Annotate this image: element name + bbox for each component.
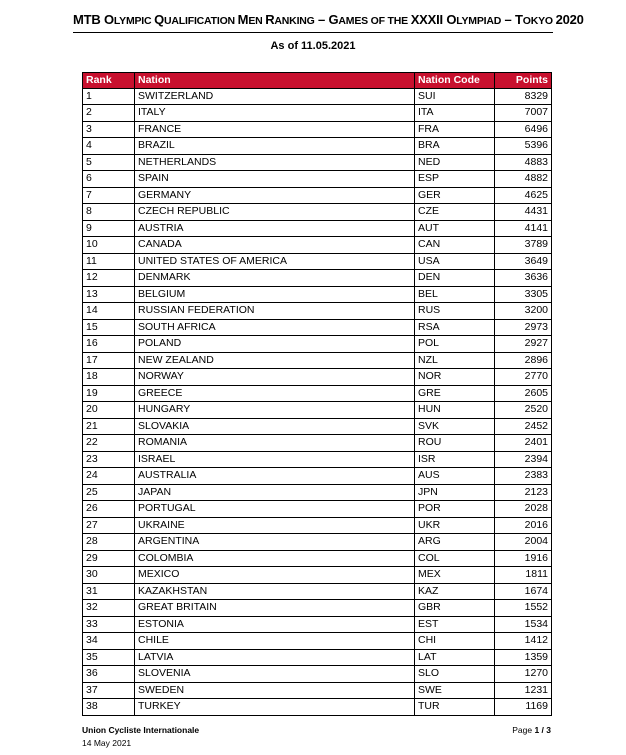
cell-nation: GERMANY	[135, 187, 415, 204]
cell-nation: ARGENTINA	[135, 534, 415, 551]
table-row	[83, 319, 552, 336]
table-row	[83, 583, 552, 600]
table-row	[83, 484, 552, 501]
cell-rank: 35	[83, 649, 135, 666]
cell-points: 3200	[495, 303, 552, 320]
cell-nation-code: NED	[415, 154, 495, 171]
cell-nation-code: USA	[415, 253, 495, 270]
cell-points: 8329	[495, 88, 552, 105]
cell-rank: 27	[83, 517, 135, 534]
cell-points: 2394	[495, 451, 552, 468]
header-points: Points	[495, 73, 552, 89]
table-row	[83, 534, 552, 551]
cell-nation-code: NZL	[415, 352, 495, 369]
document-title: MTB OLYMPIC QUALIFICATION MEN RANKING – GAMES OF THE XXXII OLYMPIAD – TOKYO 2020	[73, 12, 584, 27]
table-row	[83, 369, 552, 386]
cell-nation-code: ROU	[415, 435, 495, 452]
cell-nation: TURKEY	[135, 699, 415, 716]
cell-rank: 22	[83, 435, 135, 452]
cell-rank: 19	[83, 385, 135, 402]
cell-nation: POLAND	[135, 336, 415, 353]
cell-rank: 23	[83, 451, 135, 468]
cell-nation: UKRAINE	[135, 517, 415, 534]
cell-points: 2016	[495, 517, 552, 534]
cell-nation: BELGIUM	[135, 286, 415, 303]
table-row	[83, 253, 552, 270]
header-nation-code: Nation Code	[415, 73, 495, 89]
cell-nation: ISRAEL	[135, 451, 415, 468]
table-row	[83, 435, 552, 452]
cell-rank: 20	[83, 402, 135, 419]
cell-nation: SLOVENIA	[135, 666, 415, 683]
cell-nation: SLOVAKIA	[135, 418, 415, 435]
cell-nation-code: GBR	[415, 600, 495, 617]
cell-rank: 3	[83, 121, 135, 138]
cell-nation: KAZAKHSTAN	[135, 583, 415, 600]
cell-nation-code: KAZ	[415, 583, 495, 600]
cell-points: 5396	[495, 138, 552, 155]
table-row	[83, 88, 552, 105]
cell-rank: 37	[83, 682, 135, 699]
table-row	[83, 649, 552, 666]
cell-nation: NETHERLANDS	[135, 154, 415, 171]
cell-nation-code: ITA	[415, 105, 495, 122]
cell-points: 2383	[495, 468, 552, 485]
cell-rank: 8	[83, 204, 135, 221]
cell-points: 4431	[495, 204, 552, 221]
table-row	[83, 121, 552, 138]
cell-rank: 38	[83, 699, 135, 716]
cell-nation: JAPAN	[135, 484, 415, 501]
ranking-table	[82, 72, 552, 716]
table-row	[83, 666, 552, 683]
cell-nation: BRAZIL	[135, 138, 415, 155]
cell-points: 2770	[495, 369, 552, 386]
cell-nation-code: SVK	[415, 418, 495, 435]
cell-nation: ITALY	[135, 105, 415, 122]
page-number: Page 1 / 3	[512, 725, 551, 735]
table-row	[83, 567, 552, 584]
cell-nation-code: ESP	[415, 171, 495, 188]
cell-points: 1552	[495, 600, 552, 617]
cell-nation-code: EST	[415, 616, 495, 633]
cell-nation: RUSSIAN FEDERATION	[135, 303, 415, 320]
cell-nation: NEW ZEALAND	[135, 352, 415, 369]
cell-nation: LATVIA	[135, 649, 415, 666]
cell-rank: 34	[83, 633, 135, 650]
cell-points: 2605	[495, 385, 552, 402]
cell-nation: CANADA	[135, 237, 415, 254]
cell-rank: 11	[83, 253, 135, 270]
cell-points: 1359	[495, 649, 552, 666]
table-row	[83, 352, 552, 369]
cell-points: 4883	[495, 154, 552, 171]
cell-nation-code: FRA	[415, 121, 495, 138]
table-row	[83, 154, 552, 171]
cell-nation-code: RSA	[415, 319, 495, 336]
cell-rank: 30	[83, 567, 135, 584]
cell-nation-code: UKR	[415, 517, 495, 534]
cell-points: 3305	[495, 286, 552, 303]
cell-nation-code: AUT	[415, 220, 495, 237]
cell-nation: SOUTH AFRICA	[135, 319, 415, 336]
cell-points: 4882	[495, 171, 552, 188]
cell-nation-code: BEL	[415, 286, 495, 303]
cell-nation-code: ARG	[415, 534, 495, 551]
cell-nation-code: SUI	[415, 88, 495, 105]
cell-rank: 26	[83, 501, 135, 518]
cell-nation-code: NOR	[415, 369, 495, 386]
cell-nation-code: RUS	[415, 303, 495, 320]
cell-points: 2004	[495, 534, 552, 551]
cell-rank: 31	[83, 583, 135, 600]
cell-rank: 12	[83, 270, 135, 287]
cell-points: 2123	[495, 484, 552, 501]
cell-points: 6496	[495, 121, 552, 138]
cell-rank: 2	[83, 105, 135, 122]
cell-nation: GREECE	[135, 385, 415, 402]
cell-rank: 9	[83, 220, 135, 237]
cell-nation-code: HUN	[415, 402, 495, 419]
table-row	[83, 699, 552, 716]
cell-nation: SWEDEN	[135, 682, 415, 699]
cell-nation: GREAT BRITAIN	[135, 600, 415, 617]
table-row	[83, 270, 552, 287]
cell-nation-code: POL	[415, 336, 495, 353]
cell-nation: CHILE	[135, 633, 415, 650]
cell-rank: 21	[83, 418, 135, 435]
cell-points: 2028	[495, 501, 552, 518]
table-body	[83, 88, 552, 715]
cell-nation: ESTONIA	[135, 616, 415, 633]
table-row	[83, 682, 552, 699]
cell-nation: SWITZERLAND	[135, 88, 415, 105]
table-row	[83, 138, 552, 155]
cell-nation: HUNGARY	[135, 402, 415, 419]
table-row	[83, 171, 552, 188]
cell-nation: AUSTRALIA	[135, 468, 415, 485]
table-header-row	[83, 73, 552, 89]
cell-points: 1270	[495, 666, 552, 683]
cell-nation-code: ISR	[415, 451, 495, 468]
cell-rank: 28	[83, 534, 135, 551]
cell-nation: FRANCE	[135, 121, 415, 138]
table-row	[83, 402, 552, 419]
cell-rank: 7	[83, 187, 135, 204]
cell-nation-code: GRE	[415, 385, 495, 402]
cell-points: 3636	[495, 270, 552, 287]
table-row	[83, 517, 552, 534]
cell-rank: 25	[83, 484, 135, 501]
cell-rank: 18	[83, 369, 135, 386]
cell-rank: 32	[83, 600, 135, 617]
cell-nation: DENMARK	[135, 270, 415, 287]
cell-points: 1811	[495, 567, 552, 584]
cell-nation: CZECH REPUBLIC	[135, 204, 415, 221]
cell-rank: 6	[83, 171, 135, 188]
cell-rank: 29	[83, 550, 135, 567]
cell-nation-code: SLO	[415, 666, 495, 683]
cell-nation-code: BRA	[415, 138, 495, 155]
table-row	[83, 550, 552, 567]
cell-rank: 1	[83, 88, 135, 105]
cell-rank: 4	[83, 138, 135, 155]
table-row	[83, 451, 552, 468]
cell-rank: 16	[83, 336, 135, 353]
table-row	[83, 501, 552, 518]
cell-rank: 17	[83, 352, 135, 369]
cell-nation: ROMANIA	[135, 435, 415, 452]
table-row	[83, 204, 552, 221]
cell-points: 4625	[495, 187, 552, 204]
as-of-date: As of 11.05.2021	[270, 40, 356, 52]
cell-nation-code: LAT	[415, 649, 495, 666]
cell-nation-code: POR	[415, 501, 495, 518]
cell-points: 1169	[495, 699, 552, 716]
cell-points: 1412	[495, 633, 552, 650]
cell-points: 1916	[495, 550, 552, 567]
cell-nation-code: TUR	[415, 699, 495, 716]
cell-points: 2520	[495, 402, 552, 419]
cell-nation-code: CAN	[415, 237, 495, 254]
cell-nation-code: CZE	[415, 204, 495, 221]
cell-nation-code: JPN	[415, 484, 495, 501]
cell-rank: 13	[83, 286, 135, 303]
table-row	[83, 303, 552, 320]
cell-rank: 10	[83, 237, 135, 254]
cell-points: 2973	[495, 319, 552, 336]
cell-points: 7007	[495, 105, 552, 122]
table-row	[83, 418, 552, 435]
cell-points: 3649	[495, 253, 552, 270]
table-row	[83, 633, 552, 650]
title-underline	[73, 32, 553, 33]
cell-nation: UNITED STATES OF AMERICA	[135, 253, 415, 270]
cell-nation-code: COL	[415, 550, 495, 567]
table-row	[83, 468, 552, 485]
cell-nation-code: MEX	[415, 567, 495, 584]
cell-rank: 14	[83, 303, 135, 320]
cell-nation: MEXICO	[135, 567, 415, 584]
cell-nation-code: GER	[415, 187, 495, 204]
cell-points: 2401	[495, 435, 552, 452]
table-row	[83, 336, 552, 353]
cell-nation: NORWAY	[135, 369, 415, 386]
table-row	[83, 600, 552, 617]
cell-points: 2896	[495, 352, 552, 369]
cell-points: 2927	[495, 336, 552, 353]
cell-nation: SPAIN	[135, 171, 415, 188]
cell-rank: 5	[83, 154, 135, 171]
cell-rank: 33	[83, 616, 135, 633]
cell-rank: 24	[83, 468, 135, 485]
cell-points: 2452	[495, 418, 552, 435]
cell-points: 1534	[495, 616, 552, 633]
table-row	[83, 105, 552, 122]
cell-nation-code: CHI	[415, 633, 495, 650]
cell-nation: COLOMBIA	[135, 550, 415, 567]
table-row	[83, 286, 552, 303]
cell-nation-code: SWE	[415, 682, 495, 699]
footer-date: 14 May 2021	[82, 738, 132, 748]
table-row	[83, 220, 552, 237]
cell-points: 4141	[495, 220, 552, 237]
header-nation: Nation	[135, 73, 415, 89]
cell-nation: AUSTRIA	[135, 220, 415, 237]
cell-nation: PORTUGAL	[135, 501, 415, 518]
footer-organization: Union Cycliste Internationale	[82, 725, 200, 735]
cell-rank: 36	[83, 666, 135, 683]
table-row	[83, 237, 552, 254]
table-row	[83, 385, 552, 402]
header-rank: Rank	[83, 73, 135, 89]
cell-nation-code: AUS	[415, 468, 495, 485]
cell-points: 1231	[495, 682, 552, 699]
cell-nation-code: DEN	[415, 270, 495, 287]
cell-points: 3789	[495, 237, 552, 254]
cell-points: 1674	[495, 583, 552, 600]
cell-rank: 15	[83, 319, 135, 336]
table-row	[83, 187, 552, 204]
table-row	[83, 616, 552, 633]
